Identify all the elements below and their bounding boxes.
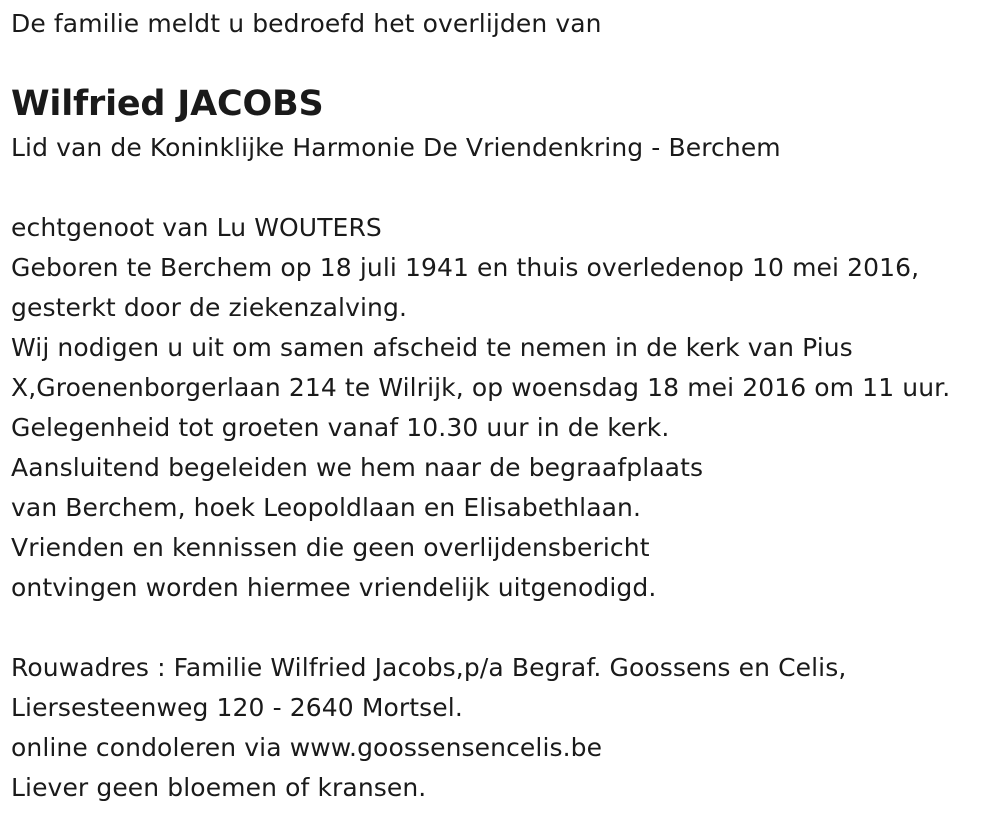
body-line: Vrienden en kennissen die geen overlijdensbericht (11, 533, 650, 562)
spacer (11, 168, 991, 208)
death-notice (11, 0, 991, 808)
intro-text: De familie meldt u bedroefd het overlijden van (11, 9, 602, 38)
body-line: gesterkt door de ziekenzalving. (11, 293, 407, 322)
deceased-name: Wilfried JACOBS (11, 84, 324, 124)
body-line: ontvingen worden hiermee vriendelijk uitgenodigd. (11, 573, 657, 602)
spacer (11, 608, 991, 648)
membership-text: Lid van de Koninklijke Harmonie De Vriendenkring - Berchem (11, 133, 781, 162)
body-line: van Berchem, hoek Leopoldlaan en Elisabethlaan. (11, 493, 642, 522)
body-line: echtgenoot van Lu WOUTERS (11, 213, 382, 242)
body-line: Aansluitend begeleiden we hem naar de begraafplaats (11, 453, 704, 482)
condolence-link-text: online condoleren via www.goossensencelis.be (11, 733, 603, 762)
flowers-note: Liever geen bloemen of kransen. (11, 773, 427, 802)
contact-block (11, 648, 991, 808)
body-line: Gelegenheid tot groeten vanaf 10.30 uur in de kerk. (11, 413, 670, 442)
contact-address-line: Rouwadres : Familie Wilfried Jacobs,p/a Begraf. Goossens en Celis, (11, 653, 847, 682)
body-line: X,Groenenborgerlaan 214 te Wilrijk, op woensdag 18 mei 2016 om 11 uur. (11, 373, 951, 402)
body-line: Wij nodigen u uit om samen afscheid te nemen in de kerk van Pius (11, 333, 853, 362)
contact-street-line: Liersesteenweg 120 - 2640 Mortsel. (11, 693, 463, 722)
body-text (11, 208, 991, 608)
body-line: Geboren te Berchem op 18 juli 1941 en thuis overledenop 10 mei 2016, (11, 253, 920, 282)
